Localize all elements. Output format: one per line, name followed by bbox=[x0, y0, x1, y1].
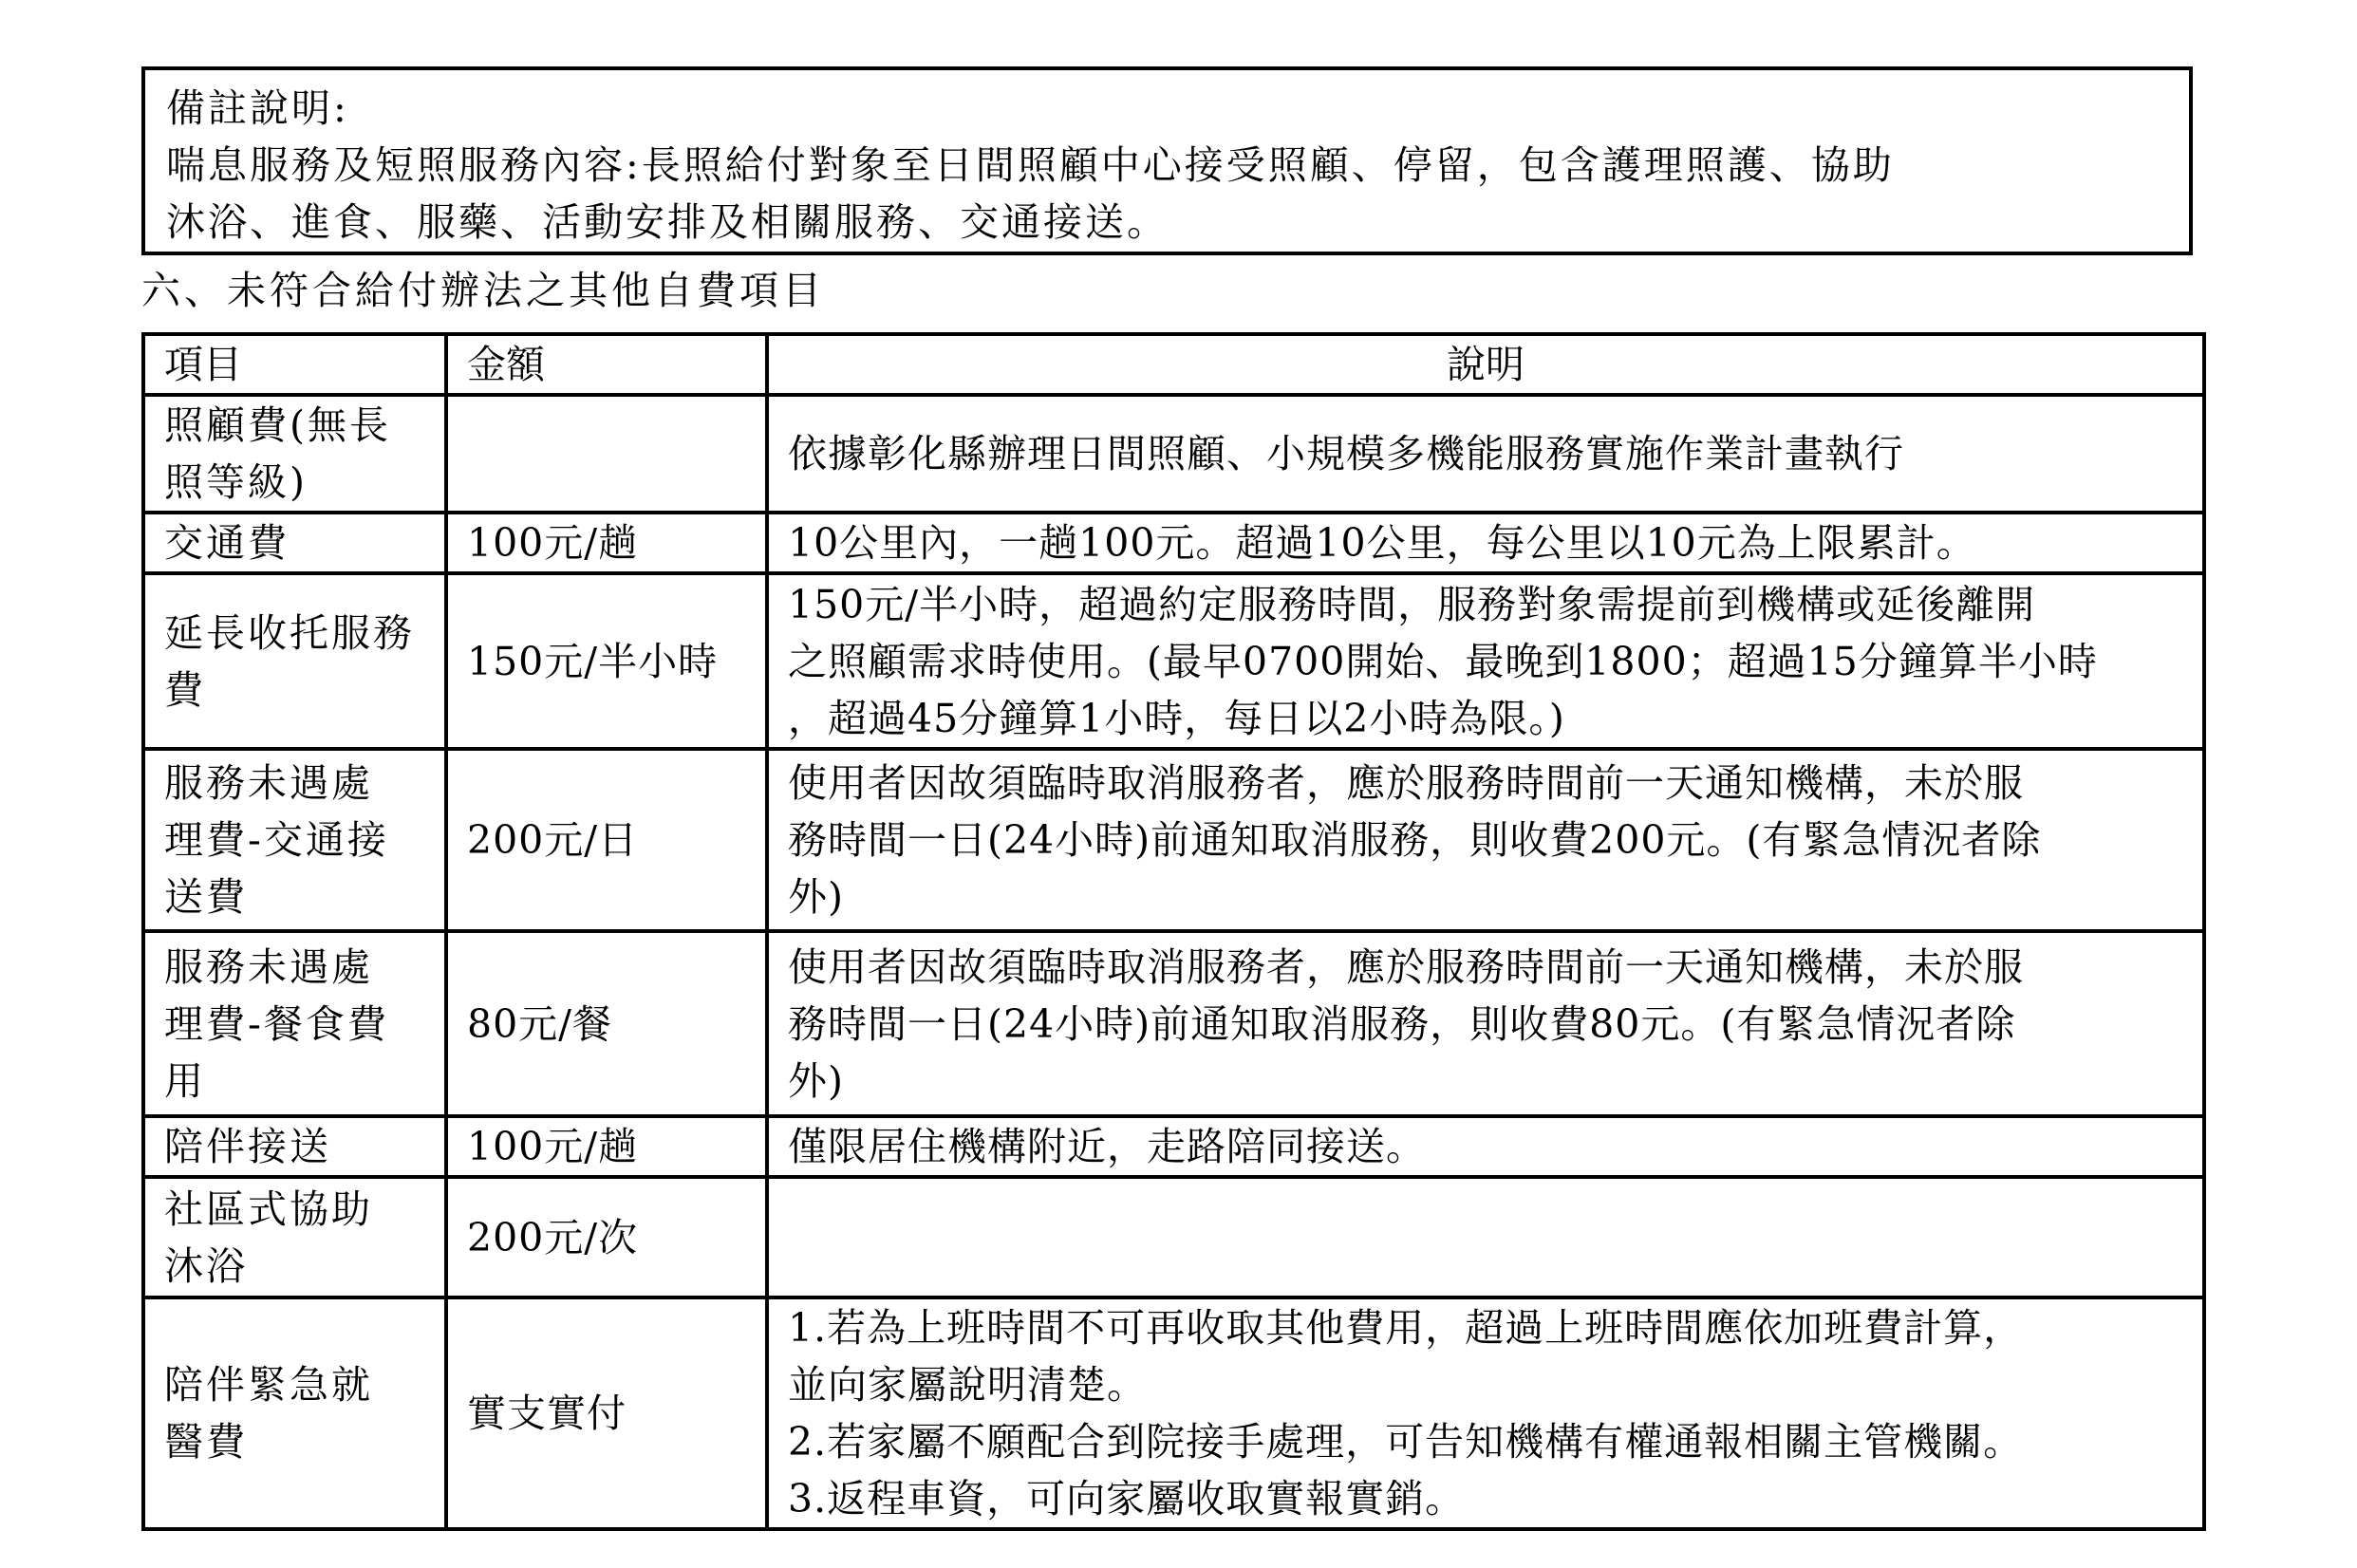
remarks-box bbox=[141, 66, 2193, 255]
description-text: 3.返程車資，可向家屬收取實報實銷。 bbox=[788, 1476, 1466, 1521]
description-cell bbox=[767, 1116, 2204, 1177]
description-cell bbox=[767, 749, 2204, 931]
item-text: 醫費 bbox=[164, 1419, 248, 1465]
description-cell bbox=[767, 573, 2204, 749]
item-text: 服務未遇處 bbox=[164, 760, 373, 806]
description-text: 1.若為上班時間不可再收取其他費用，超過上班時間應依加班費計算， bbox=[788, 1305, 2024, 1351]
item-text: 社區式協助 bbox=[164, 1185, 373, 1232]
table-row bbox=[143, 749, 2204, 931]
amount-cell: 100元/趟 bbox=[446, 1116, 767, 1177]
remarks-line-2: 沐浴、進食、服藥、活動安排及相關服務、交通接送。 bbox=[166, 199, 1169, 245]
table-row bbox=[143, 573, 2204, 749]
remarks-line-1: 喘息服務及短照服務內容:長照給付對象至日間照顧中心接受照顧、停留，包含護理照護、協助 bbox=[166, 142, 1895, 188]
self-pay-fee-table bbox=[141, 332, 2206, 1531]
header-item: 項目 bbox=[143, 334, 446, 395]
item-text: 理費-交通接 bbox=[164, 817, 389, 863]
item-text: 用 bbox=[164, 1057, 206, 1104]
description-text: 150元/半小時，超過約定服務時間，服務對象需提前到機構或延後離開 bbox=[788, 581, 2036, 627]
amount-cell: 實支實付 bbox=[446, 1297, 767, 1529]
item-cell bbox=[143, 1297, 446, 1529]
table-row bbox=[143, 513, 2204, 573]
item-cell bbox=[143, 573, 446, 749]
remarks-title: 備註說明: bbox=[166, 85, 349, 131]
description-text: 之照顧需求時使用。(最早0700開始、最晚到1800；超過15分鐘算半小時 bbox=[788, 638, 2098, 684]
description-text: ，超過45分鐘算1小時，每日以2小時為限。) bbox=[788, 695, 1565, 741]
description-cell bbox=[767, 1177, 2204, 1297]
item-cell bbox=[143, 395, 446, 513]
description-cell bbox=[767, 513, 2204, 573]
amount-cell: 200元/次 bbox=[446, 1177, 767, 1297]
amount-cell: 150元/半小時 bbox=[446, 573, 767, 749]
header-description: 說明 bbox=[767, 334, 2204, 395]
amount-cell: 80元/餐 bbox=[446, 931, 767, 1116]
item-cell bbox=[143, 513, 446, 573]
section-title: 六、未符合給付辦法之其他自費項目 bbox=[141, 268, 825, 313]
description-text: 並向家屬說明清楚。 bbox=[788, 1362, 1147, 1408]
description-text: 僅限居住機構附近，走路陪同接送。 bbox=[788, 1124, 1426, 1169]
description-text: 外) bbox=[788, 874, 844, 920]
item-cell bbox=[143, 1177, 446, 1297]
item-text: 陪伴緊急就 bbox=[164, 1362, 373, 1408]
table-row bbox=[143, 931, 2204, 1116]
description-text: 使用者因故須臨時取消服務者，應於服務時間前一天通知機構，未於服 bbox=[788, 760, 2024, 806]
table-row bbox=[143, 1177, 2204, 1297]
table-row bbox=[143, 395, 2204, 513]
description-text: 依據彰化縣辦理日間照顧、小規模多機能服務實施作業計畫執行 bbox=[788, 431, 1904, 476]
description-text: 外) bbox=[788, 1057, 844, 1104]
description-text: 務時間一日(24小時)前通知取消服務，則收費200元。(有緊急情況者除 bbox=[788, 817, 2042, 863]
header-amount: 金額 bbox=[446, 334, 767, 395]
item-cell bbox=[143, 749, 446, 931]
item-text: 服務未遇處 bbox=[164, 943, 373, 990]
description-text: 2.若家屬不願配合到院接手處理，可告知機構有權通報相關主管機關。 bbox=[788, 1419, 2024, 1465]
description-text: 務時間一日(24小時)前通知取消服務，則收費80元。(有緊急情況者除 bbox=[788, 1000, 2016, 1047]
item-text: 費 bbox=[164, 666, 206, 713]
item-text: 理費-餐食費 bbox=[164, 1000, 389, 1047]
item-cell bbox=[143, 1116, 446, 1177]
table-row bbox=[143, 1116, 2204, 1177]
item-text: 送費 bbox=[164, 874, 248, 920]
item-text: 照等級) bbox=[164, 459, 308, 505]
description-text: 使用者因故須臨時取消服務者，應於服務時間前一天通知機構，未於服 bbox=[788, 943, 2024, 990]
amount-cell bbox=[446, 395, 767, 513]
description-text: 10公里內，一趟100元。超過10公里，每公里以10元為上限累計。 bbox=[788, 520, 1976, 566]
item-cell bbox=[143, 931, 446, 1116]
item-text: 沐浴 bbox=[164, 1242, 248, 1289]
amount-cell: 200元/日 bbox=[446, 749, 767, 931]
item-text: 陪伴接送 bbox=[164, 1124, 331, 1169]
item-text: 照顧費(無長 bbox=[164, 402, 391, 448]
description-cell bbox=[767, 931, 2204, 1116]
description-cell bbox=[767, 395, 2204, 513]
table-row bbox=[143, 1297, 2204, 1529]
description-cell bbox=[767, 1297, 2204, 1529]
table-header-row bbox=[143, 334, 2204, 395]
amount-cell: 100元/趟 bbox=[446, 513, 767, 573]
item-text: 交通費 bbox=[164, 520, 290, 566]
item-text: 延長收托服務 bbox=[164, 609, 415, 656]
